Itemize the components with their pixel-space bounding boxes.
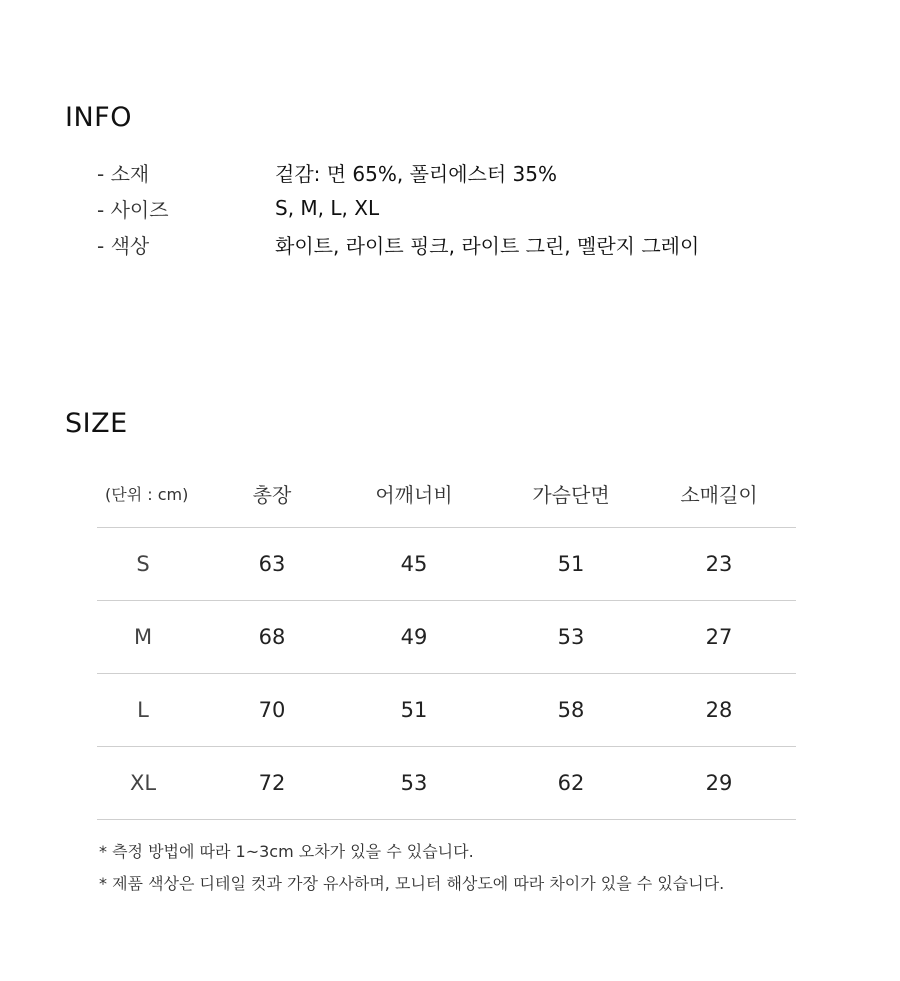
table-cell: 53 [557,625,585,649]
table-row [97,747,796,820]
size-label: L [137,698,149,722]
info-label: - 사이즈 [97,197,169,222]
info-value: 겉감: 면 65%, 폴리에스터 35% [275,161,557,186]
column-header-sleeve: 소매길이 [680,483,758,507]
table-cell: 63 [258,552,286,576]
size-label: M [133,625,153,649]
table-cell: 51 [400,698,428,722]
table-row [97,674,796,747]
size-table [97,460,796,820]
info-row-size [97,190,857,226]
info-row-color [97,226,857,262]
table-cell: 27 [705,625,733,649]
size-label: S [136,552,150,576]
table-row [97,528,796,601]
table-cell: 45 [400,552,428,576]
table-cell: 70 [258,698,286,722]
table-cell: 53 [400,771,428,795]
table-cell: 51 [557,552,585,576]
info-row-material [97,154,857,190]
size-label: XL [129,771,157,795]
size-table-header [97,460,796,528]
table-cell: 23 [705,552,733,576]
table-cell: 68 [258,625,286,649]
info-list [97,154,857,262]
column-header-length: 총장 [252,483,292,507]
info-label: - 색상 [97,233,150,258]
notes [99,838,724,902]
table-cell: 72 [258,771,286,795]
column-header-shoulder: 어깨너비 [375,483,453,507]
note-color: * 제품 색상은 디테일 컷과 가장 유사하며, 모니터 해상도에 따라 차이가 있을 수 있습니다. [99,874,725,893]
unit-label: (단위 : cm) [105,485,189,504]
table-cell: 28 [705,698,733,722]
info-value: 화이트, 라이트 핑크, 라이트 그린, 멜란지 그레이 [275,233,700,258]
table-cell: 49 [400,625,428,649]
table-cell: 29 [705,771,733,795]
column-header-chest: 가슴단면 [532,483,610,507]
info-label: - 소재 [97,161,150,186]
table-cell: 58 [557,698,585,722]
info-heading: INFO [65,102,132,133]
size-heading: SIZE [65,408,128,439]
table-row [97,601,796,674]
table-cell: 62 [557,771,585,795]
note-measurement: * 측정 방법에 따라 1~3cm 오차가 있을 수 있습니다. [99,842,474,861]
info-value: S, M, L, XL [275,196,380,220]
